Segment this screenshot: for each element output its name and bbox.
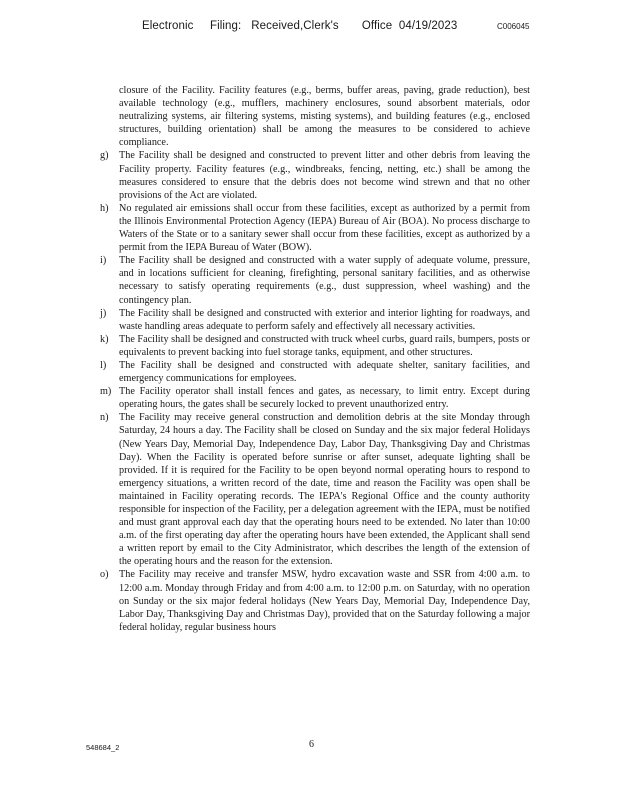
item-label: m) <box>100 386 112 398</box>
item-label: j) <box>100 307 107 319</box>
continuation-paragraph: closure of the Facility. Facility features (e.g., berms, buffer areas, paving, grade reduction), best available technology (e.g., mufflers, machinery enclosures, sound absorbent materials, odor neutralizing systems, air filtering systems, misting systems), and building features (e.g., enclosed structures, building orientation) shall be among the measures to be considered to achieve compliance. <box>119 85 530 149</box>
document-code: C006045 <box>497 22 530 31</box>
item-text: The Facility shall be designed and constructed with a water supply of adequate volume, pressure, and in locations sufficient for cleaning, firefighting, personal sanitary facilities, and as otherwise necessary to satisfy operating requirements (e.g., dust suppression, wheel washing) and the contingency plan. <box>119 255 530 306</box>
item-text: The Facility may receive general construction and demolition debris at the site Monday through Saturday, 24 hours a day. The Facility shall be closed on Sunday and the six major federal Holidays (New Years Day, Memorial Day, Independence Day, Labor Day, Thanksgiving Day and Christmas Day). When the Facility is operated before sunrise or after sunset, adequate lighting shall be provided. If it is required for the Facility to be open beyond normal operating hours to respond to emergency situations, a written record of the date, time and reason the Facility was open shall be maintained in Facility operating records. The IEPA's Regional Office and the county authority responsible for inspection of the Facility, per a delegation agreement with the IEPA, must be notified and must grant approval each day that the operating hours need to be extended. No later than 10:00 a.m. of the first operating day after the operating hours have been extended, the Applicant shall send a written report by email to the City Administrator, which describes the length of the extension of the operating hours and the reason for the extension. <box>119 412 530 568</box>
item-text: The Facility shall be designed and constructed with exterior and interior lighting for roadways, and waste handling areas adequate to perform safely and effectively all necessary activities. <box>119 307 530 332</box>
page-number: 6 <box>309 739 314 750</box>
list-item-l <box>100 359 530 385</box>
document-id: 548684_2 <box>86 743 120 752</box>
list-item-i <box>100 254 530 306</box>
list-item-j <box>100 307 530 333</box>
item-text: The Facility may receive and transfer MSW, hydro excavation waste and SSR from 4:00 a.m. to 12:00 a.m. Monday through Friday and from 4:00 a.m. to 12:00 p.m. on Saturday, with no operation on Sunday or the six major federal holidays (New Years Day, Memorial Day, Independence Day, Labor Day, Thanksgiving Day and Christmas Day), provided that on the Saturday following a major federal holiday, regular business hours <box>119 569 530 633</box>
filing-header <box>0 20 618 38</box>
list-item-g <box>100 149 530 201</box>
list-item-h <box>100 202 530 254</box>
document-body <box>100 84 530 634</box>
filing-stamp: Electronic Filing: Received,Clerk's Office 04/19/2023 <box>142 20 458 32</box>
item-label: h) <box>100 202 109 214</box>
item-label: i) <box>100 255 107 267</box>
item-text: The Facility shall be designed and constructed with adequate shelter, sanitary facilities, and emergency communications for employees. <box>119 359 530 385</box>
item-text: The Facility operator shall install fences and gates, as necessary, to limit entry. Except during operating hours, the gates shall be securely locked to prevent unauthorized entry. <box>119 386 530 411</box>
item-text: The Facility shall be designed and constructed with truck wheel curbs, guard rails, bumpers, posts or equivalents to prevent backing into fuel storage tanks, equipment, and other structures. <box>119 333 530 358</box>
list-item-m <box>100 385 530 411</box>
list-item-k <box>100 333 530 359</box>
item-label: g) <box>100 150 109 162</box>
item-text: The Facility shall be designed and constructed to prevent litter and other debris from leaving the Facility property. Facility features (e.g., windbreaks, fencing, netting, etc.) shall be among the measures considered to ensure that the debris does not become wind strewn and that no other provisions of the Act are violated. <box>119 150 530 201</box>
item-label: o) <box>100 569 109 581</box>
item-text: No regulated air emissions shall occur from these facilities, except as authorized by a permit from the Illinois Environmental Protection Agency (IEPA) Bureau of Air (BOA). No process discharge to Waters of the State or to a sanitary sewer shall occur from these facilities, except as authorized by a permit from the IEPA Bureau of Water (BOW). <box>119 202 530 254</box>
list-item-o <box>100 568 530 633</box>
list-item-n <box>100 411 530 568</box>
item-label: k) <box>100 333 109 345</box>
item-label: l) <box>100 359 107 371</box>
item-label: n) <box>100 412 109 424</box>
